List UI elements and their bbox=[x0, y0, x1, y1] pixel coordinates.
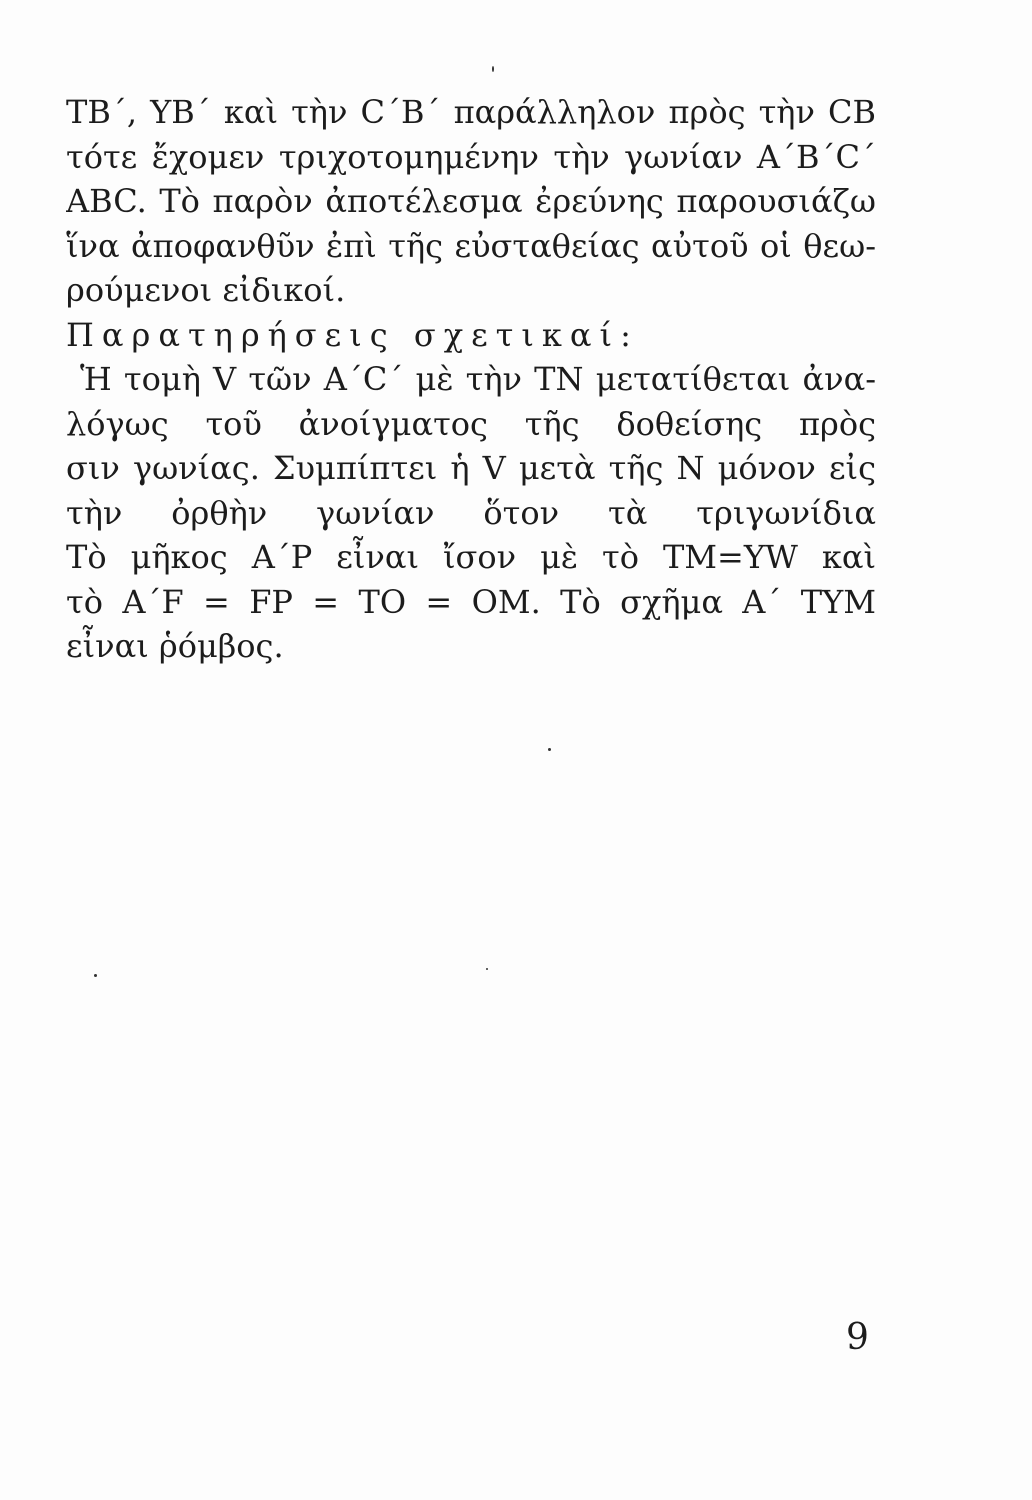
body-text bbox=[66, 90, 876, 669]
text-line-5: ρούμενοι εἰδικοί. bbox=[66, 271, 346, 309]
text-line-7: Ἡ τομὴ V τῶν A΄C΄ μὲ τὴν TN μετατίθεται ἀνα- bbox=[80, 360, 876, 398]
text-line-10: τὴν ὀρθὴν γωνίαν ὅτον τὰ τριγωνίδια bbox=[66, 493, 876, 532]
ink-speck bbox=[548, 748, 551, 751]
ink-speck bbox=[94, 974, 97, 977]
section-heading: Παρατηρήσεις σχετικαί: bbox=[66, 315, 639, 354]
text-line-12: τὸ A΄F = FP = TO = OM. Τὸ σχῆμα A΄ TYM bbox=[66, 582, 876, 621]
text-line-13: εἶναι ῥόμβος. bbox=[66, 627, 284, 665]
page-number: 9 bbox=[846, 1317, 869, 1358]
text-line-2: τότε ἔχομεν τριχοτομημένην τὴν γωνίαν A΄B΄C΄ bbox=[66, 137, 876, 176]
text-line-4: ἵνα ἀποφανθῦν ἐπὶ τῆς εὐσταθείας αὐτοῦ οἱ θεω- bbox=[66, 226, 876, 265]
ink-speck bbox=[486, 968, 488, 970]
text-line-8: λόγως τοῦ ἀνοίγματος τῆς δοθείσης πρὸς bbox=[66, 404, 876, 443]
text-line-3: ABC. Τὸ παρὸν ἀποτέλεσμα ἐρεύνης παρουσιάζω bbox=[66, 182, 876, 220]
text-line-9: σιν γωνίας. Συμπίπτει ἡ V μετὰ τῆς N μόνον εἰς bbox=[66, 449, 876, 487]
text-line-11: Τὸ μῆκος A΄P εἶναι ἴσον μὲ τὸ TM=YW καὶ bbox=[66, 538, 876, 576]
text-line-1: TB΄, YB΄ καὶ τὴν C΄B΄ παράλληλον πρὸς τὴν CB bbox=[66, 93, 876, 131]
ink-speck bbox=[492, 66, 494, 72]
